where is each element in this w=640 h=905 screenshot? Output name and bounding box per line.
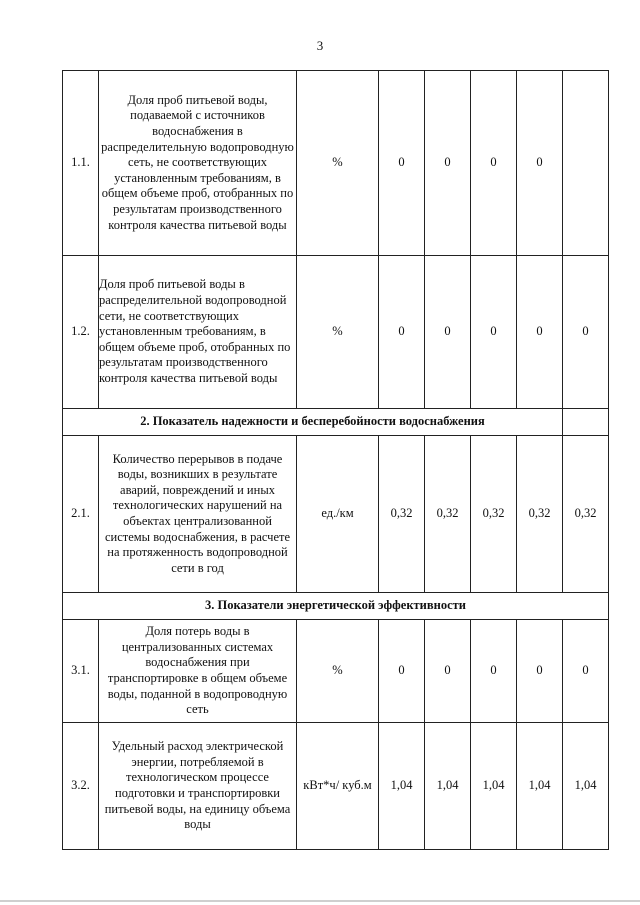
indicator-description: Количество перерывов в подаче воды, возникших в результате аварий, повреждений и иных технологических нарушений на объектах централизованной системы водоснабжения, в расчете на протяженность водопроводной сети в год xyxy=(99,436,297,593)
value-cell: 0,32 xyxy=(517,436,563,593)
row-number: 1.1. xyxy=(63,71,99,256)
table-row xyxy=(63,723,609,850)
section-header-row xyxy=(63,409,609,436)
section-header-row xyxy=(63,593,609,620)
value-cell: 1,04 xyxy=(379,723,425,850)
value-cell: 0 xyxy=(425,620,471,723)
value-cell: 0 xyxy=(471,71,517,256)
row-number: 2.1. xyxy=(63,436,99,593)
value-cell: 0 xyxy=(517,620,563,723)
value-cell xyxy=(563,71,609,256)
table-row xyxy=(63,71,609,256)
indicator-description: Удельный расход электрической энергии, потребляемой в технологическом процессе подготовки и транспортировки питьевой воды, на единицу объема воды xyxy=(99,723,297,850)
value-cell: 0 xyxy=(471,620,517,723)
table-row xyxy=(63,620,609,723)
value-cell: 0,32 xyxy=(471,436,517,593)
value-cell: 0,32 xyxy=(425,436,471,593)
value-cell: 0 xyxy=(471,256,517,409)
indicators-table xyxy=(62,70,609,850)
page-number: 3 xyxy=(316,38,324,53)
value-cell: 0 xyxy=(379,256,425,409)
unit-cell: ед./км xyxy=(297,436,379,593)
scan-edge-line xyxy=(0,900,640,902)
row-number: 3.1. xyxy=(63,620,99,723)
value-cell: 0 xyxy=(425,256,471,409)
indicator-description: Доля проб питьевой воды, подаваемой с источников водоснабжения в распределительную водопроводную сеть, не соответствующих установленным требованиям, в общем объеме проб, отобранных по результатам производственного контроля качества питьевой воды xyxy=(99,71,297,256)
value-cell: 0 xyxy=(517,256,563,409)
value-cell: 1,04 xyxy=(425,723,471,850)
empty-cell xyxy=(563,409,609,436)
table-row xyxy=(63,436,609,593)
row-number: 3.2. xyxy=(63,723,99,850)
value-cell: 0 xyxy=(379,71,425,256)
row-number: 1.2. xyxy=(63,256,99,409)
indicator-description: Доля проб питьевой воды в распределительной водопроводной сети, не соответствующих установленным требованиям, в общем объеме проб, отобранных по результатам производственного контроля качества питьевой воды xyxy=(99,256,297,409)
value-cell: 0,32 xyxy=(563,436,609,593)
section-title: 2. Показатель надежности и бесперебойности водоснабжения xyxy=(63,409,563,436)
unit-cell: % xyxy=(297,71,379,256)
indicator-description: Доля потерь воды в централизованных системах водоснабжения при транспортировке в общем объеме воды, поданной в водопроводную сеть xyxy=(99,620,297,723)
value-cell: 0,32 xyxy=(379,436,425,593)
unit-cell: кВт*ч/ куб.м xyxy=(297,723,379,850)
value-cell: 0 xyxy=(563,256,609,409)
value-cell: 0 xyxy=(425,71,471,256)
value-cell: 1,04 xyxy=(471,723,517,850)
value-cell: 1,04 xyxy=(563,723,609,850)
unit-cell: % xyxy=(297,620,379,723)
unit-cell: % xyxy=(297,256,379,409)
value-cell: 0 xyxy=(379,620,425,723)
value-cell: 0 xyxy=(563,620,609,723)
value-cell: 0 xyxy=(517,71,563,256)
table-row xyxy=(63,256,609,409)
value-cell: 1,04 xyxy=(517,723,563,850)
section-title: 3. Показатели энергетической эффективности xyxy=(63,593,609,620)
